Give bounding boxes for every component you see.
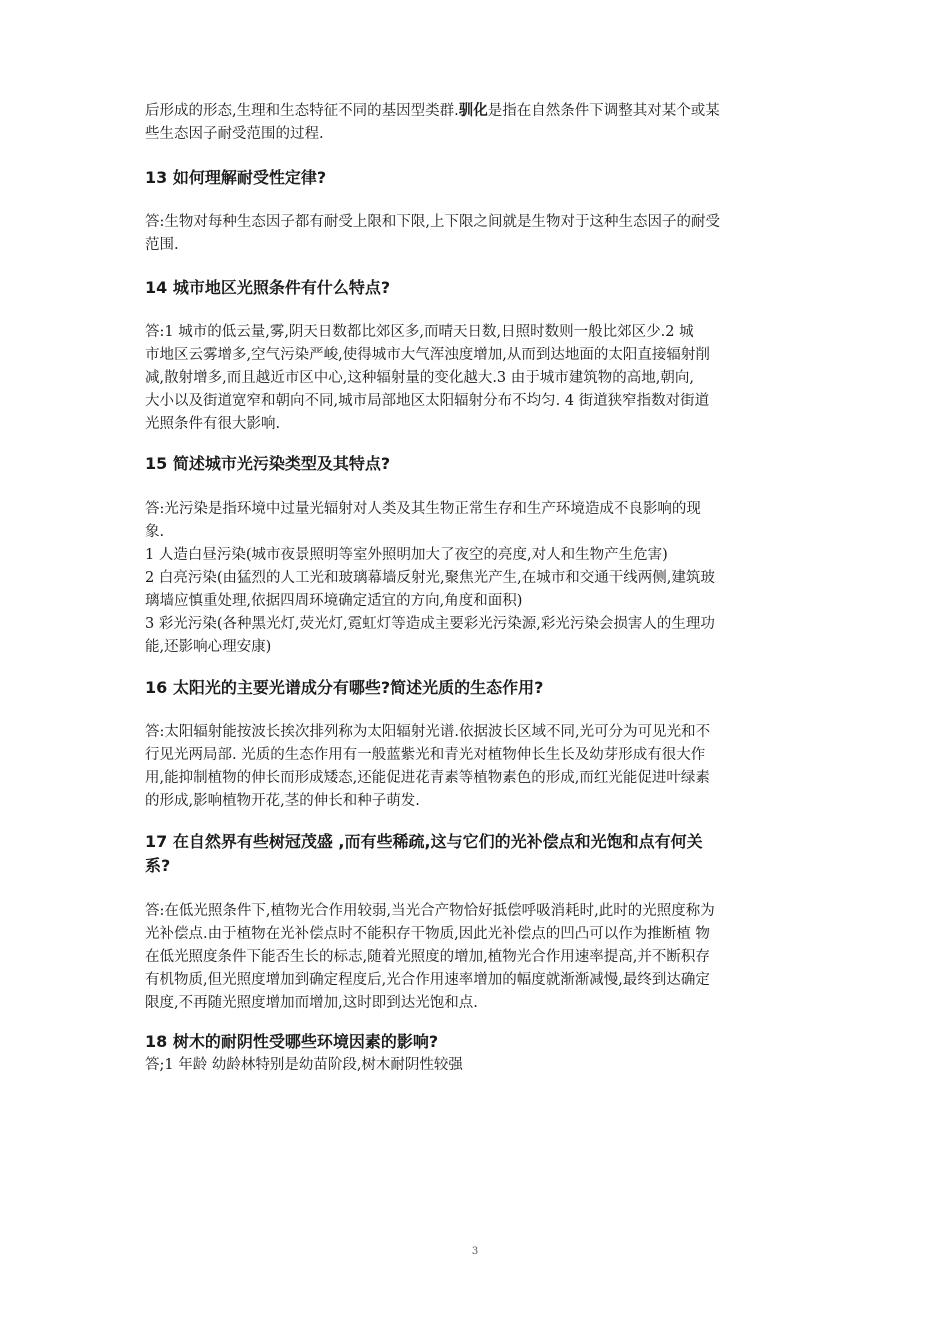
intro-text: 是指在自然条件下调整其对某个或某: [487, 103, 720, 119]
answer-line: 市地区云雾增多,空气污染严峻,使得城市大气浑浊度增加,从而到达地面的太阳直接辐射削: [145, 347, 710, 363]
answer-line: 答:生物对每种生态因子都有耐受上限和下限,上下限之间就是生物对于这种生态因子的耐受: [145, 214, 720, 230]
question-16: [145, 676, 810, 700]
answer-line: 答:在低光照条件下,植物光合作用较弱,当光合产物恰好抵偿呼吸消耗时,此时的光照度称为: [145, 903, 715, 919]
page-number: 3: [471, 1246, 479, 1257]
intro-paragraph: [145, 100, 810, 146]
answer-line: 限度,不再随光照度增加而增加,这时即到达光饱和点.: [145, 995, 478, 1011]
intro-text: 后形成的形态,生理和生态特征不同的基因型类群.: [145, 103, 459, 119]
question-17: [145, 830, 810, 878]
answer-line: 在低光照度条件下能否生长的标志,随着光照度的增加,植物光合作用速率提高,并不断积存: [145, 949, 710, 965]
answer-line: 光补偿点.由于植物在光补偿点时不能积存干物质,因此光补偿点的凹凸可以作为推断植 物: [145, 926, 710, 942]
answer-13: [145, 211, 810, 257]
list-item: 3 彩光污染(各种黑光灯,荧光灯,霓虹灯等造成主要彩光污染源,彩光污染会损害人的生理功: [145, 616, 715, 632]
question-heading: 16 太阳光的主要光谱成分有哪些?简述光质的生态作用?: [145, 678, 544, 697]
question-15: [145, 452, 810, 476]
question-13: [145, 166, 810, 190]
answer-line: 象.: [145, 524, 165, 540]
list-item-continued: 能,还影响心理安康): [145, 639, 272, 655]
answer-line: 减,散射增多,而且越近市区中心,这种辐射量的变化越大.3 由于城市建筑物的高地,朝向,: [145, 370, 694, 386]
answer-line: 大小以及街道宽窄和朝向不同,城市局部地区太阳辐射分布不均匀. 4 街道狭窄指数对街道: [145, 393, 710, 409]
question-heading: 13 如何理解耐受性定律?: [145, 168, 327, 187]
question-heading: 15 简述城市光污染类型及其特点?: [145, 454, 391, 473]
answer-16: [145, 721, 810, 813]
intro-line-2: 些生态因子耐受范围的过程.: [145, 126, 324, 142]
answer-15: [145, 498, 810, 659]
answer-line: 行见光两局部. 光质的生态作用有一般蓝紫光和青光对植物伸长生长及幼芽形成有很大作: [145, 747, 706, 763]
answer-17: [145, 900, 810, 1015]
answer-line: 有机物质,但光照度增加到确定程度后,光合作用速率增加的幅度就渐渐减慢,最终到达确定: [145, 972, 710, 988]
answer-line: 的形成,影响植物开花,茎的伸长和种子萌发.: [145, 793, 420, 809]
intro-line-1: [145, 100, 810, 123]
bold-term: 驯化: [458, 103, 488, 119]
list-item-continued: 璃墙应慎重处理,依据四周环境确定适宜的方向,角度和面积): [145, 593, 523, 609]
question-heading: 18 树木的耐阴性受哪些环境因素的影响?: [145, 1032, 439, 1051]
list-item: 1 人造白昼污染(城市夜景照明等室外照明加大了夜空的亮度,对人和生物产生危害): [145, 547, 668, 563]
answer-line: 光照条件有很大影响.: [145, 416, 281, 432]
answer-line: 答:1 城市的低云量,雾,阴天日数都比郊区多,而晴天日数,日照时数则一般比郊区少.2 城: [145, 324, 694, 340]
question-18: [145, 1030, 810, 1077]
answer-line: 答;1 年龄 幼龄林特别是幼苗阶段,树木耐阴性较强: [145, 1057, 463, 1073]
question-14: [145, 276, 810, 300]
answer-14: [145, 321, 810, 436]
question-heading: 14 城市地区光照条件有什么特点?: [145, 278, 391, 297]
answer-line: 范围.: [145, 237, 179, 253]
list-item: 2 白亮污染(由猛烈的人工光和玻璃幕墙反射光,聚焦光产生,在城市和交通干线两侧,建筑玻: [145, 570, 715, 586]
answer-line: 答:太阳辐射能按波长挨次排列称为太阳辐射光谱.依据波长区域不同,光可分为可见光和不: [145, 724, 711, 740]
question-heading-continued: 系?: [145, 856, 171, 875]
answer-line: 答:光污染是指环境中过量光辐射对人类及其生物正常生存和生产环境造成不良影响的现: [145, 501, 701, 517]
question-heading: 17 在自然界有些树冠茂盛 ,而有些稀疏,这与它们的光补偿点和光饱和点有何关: [145, 832, 703, 851]
answer-line: 用,能抑制植物的伸长而形成矮态,还能促进花青素等植物素色的形成,而红光能促进叶绿素: [145, 770, 710, 786]
